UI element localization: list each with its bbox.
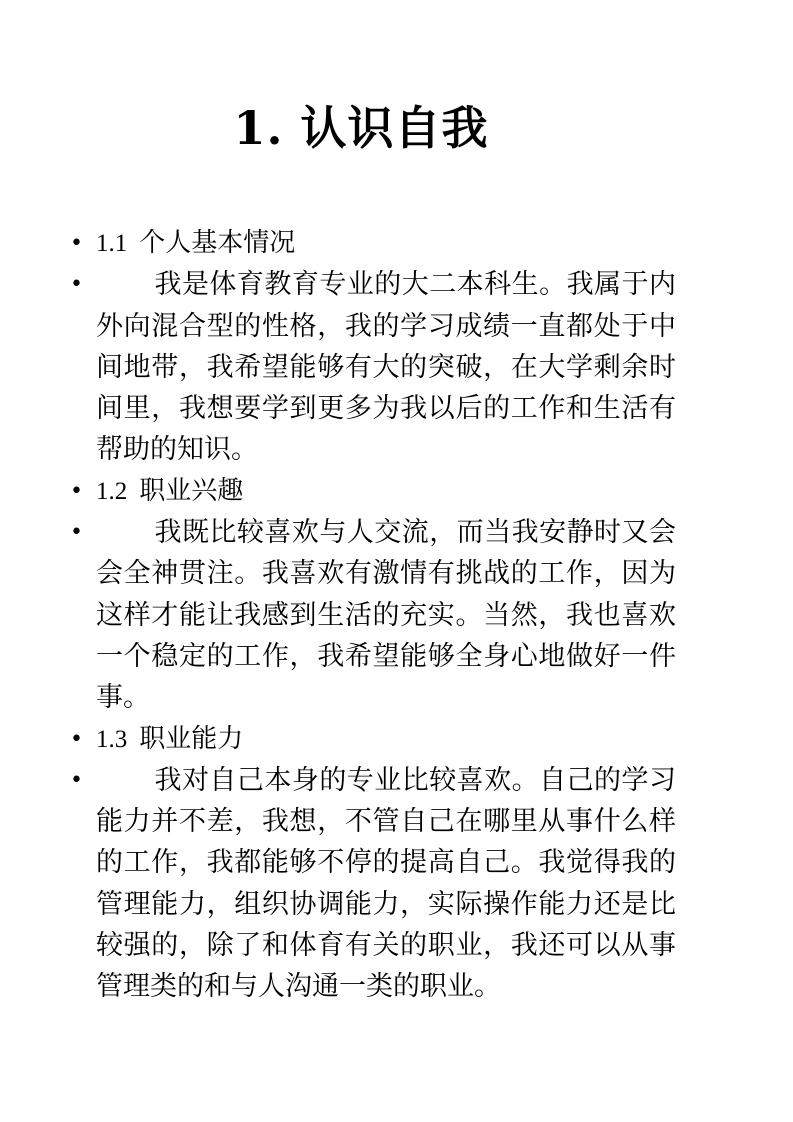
section-paragraph-1-2 [0, 512, 676, 718]
section-heading-text: 职业能力 [139, 723, 244, 754]
section-heading-1-3 [0, 719, 676, 760]
paragraph-text: 我是体育教育专业的大二本科生。我属于内外向混合型的性格，我的学习成绩一直都处于中间地带，我希望能够有大的突破，在大学剩余时间里，我想要学到更多为我以后的工作和生活有帮助的知识。 [96, 269, 676, 466]
section-heading-text: 职业兴趣 [139, 475, 244, 506]
section-heading-text: 个人基本情况 [139, 228, 296, 258]
bullet-icon: • [70, 520, 83, 546]
section-number: 1.2 [96, 477, 128, 505]
section-number: 1.3 [96, 725, 128, 753]
content-list [0, 223, 793, 1008]
section-heading-1-1 [0, 223, 676, 264]
bullet-icon: • [70, 272, 83, 298]
bullet-icon: • [70, 231, 83, 256]
bullet-icon: • [70, 478, 83, 504]
page-title: 1. 认识自我 [233, 101, 489, 155]
bullet-icon: • [70, 726, 83, 752]
section-heading-1-2 [0, 471, 676, 512]
section-paragraph-1-3 [0, 760, 676, 1008]
paragraph-text: 我对自己本身的专业比较喜欢。自己的学习能力并不差，我想，不管自己在哪里从事什么样的工作，我都能够不停的提高自己。我觉得我的管理能力，组织协调能力，实际操作能力还是比较强的，除了和体育有关的职业，我还可以从事管理类的和与人沟通一类的职业。 [96, 764, 676, 1003]
section-number: 1.1 [96, 230, 128, 257]
section-paragraph-1-1 [0, 264, 676, 470]
bullet-icon: • [70, 767, 83, 793]
paragraph-text: 我既比较喜欢与人交流，而当我安静时又会会全神贯注。我喜欢有激情有挑战的工作，因为这样才能让我感到生活的充实。当然，我也喜欢一个稳定的工作，我希望能够全身心地做好一件事。 [96, 517, 676, 714]
